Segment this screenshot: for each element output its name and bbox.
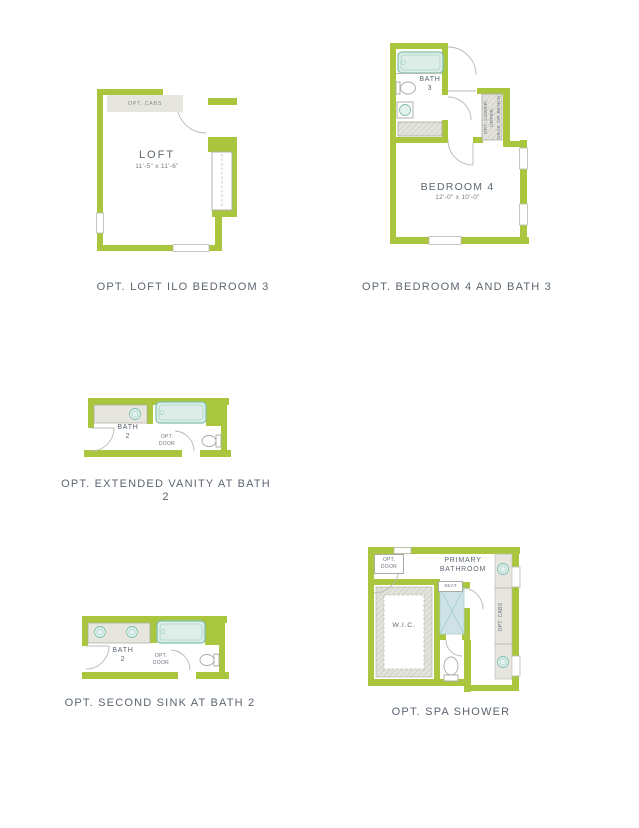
toilet: [200, 654, 219, 666]
spa-shower-stall: [440, 588, 464, 634]
room-dims-bedroom4: 12'-0" x 10'-0": [435, 194, 480, 201]
floorplan-loft: [95, 83, 245, 258]
opt-door-label: [374, 554, 404, 574]
opt-cabs-label: OPT. CABS: [107, 95, 183, 112]
caption-opt-spa-shower: OPT. SPA SHOWER: [391, 706, 511, 718]
primary-line1: PRIMARY: [444, 557, 482, 564]
bath3-line2: 3: [427, 84, 433, 92]
room-label-wic: W.I.C.: [392, 622, 416, 629]
closet: [212, 152, 232, 210]
bath3-line1: BATH: [419, 76, 441, 83]
linen-closet: [398, 122, 442, 136]
opt-cabs-label: OPT. CABS: [498, 602, 504, 632]
bathtub: [396, 52, 443, 74]
opt-door-line2: DOOR: [158, 440, 176, 447]
floorplan-second-sink-bath2: [78, 610, 238, 688]
bathtub: [157, 621, 205, 643]
desk-niche-note: [484, 95, 500, 139]
opt-door-label: [148, 653, 174, 667]
vanity: [88, 623, 150, 643]
opt-door-label: [154, 434, 180, 448]
caption-opt-second-sink: OPT. SECOND SINK AT BATH 2: [64, 697, 256, 709]
desk-note-line3: DESK OR BENCH: [496, 95, 502, 139]
vanity: [94, 405, 147, 423]
floorplan-spa-shower: [363, 538, 530, 695]
toilet: [202, 435, 221, 447]
seat-label: SEAT: [438, 581, 463, 592]
floorplan-extended-vanity-bath2: [82, 393, 232, 465]
room-label-loft: LOFT: [138, 149, 176, 161]
walk-in-closet-shelving: [376, 587, 432, 677]
toilet: [396, 82, 416, 94]
caption-opt-bedroom4-bath3: OPT. BEDROOM 4 AND BATH 3: [362, 281, 552, 293]
room-label-bath2: [108, 647, 138, 665]
room-dims-loft: 11'-5" x 11'-6": [135, 163, 179, 170]
bathtub: [156, 402, 206, 423]
caption-opt-extended-vanity: OPT. EXTENDED VANITY AT BATH 2: [61, 478, 271, 504]
primary-line2: BATHROOM: [439, 565, 487, 573]
opt-door-line1: OPT.: [154, 653, 168, 659]
room-label-bath2: [114, 424, 142, 442]
room-label-bath3: [415, 76, 445, 94]
floorplan-bedroom4-bath3: [385, 42, 535, 258]
bath2-line1: BATH: [117, 424, 139, 431]
sink: [397, 102, 413, 118]
room-label-bedroom4: BEDROOM 4: [420, 181, 495, 193]
door-swing-arc: [448, 47, 476, 165]
desk-note-line2: UPPER,: [490, 107, 496, 127]
bath2-line2: 2: [125, 432, 131, 440]
room-label-primary-bathroom: [423, 557, 503, 575]
bath2-line2: 2: [120, 655, 126, 663]
door-swing-arc: [86, 646, 190, 670]
desk-note-line1: OPT. LOWER,: [484, 99, 489, 135]
caption-opt-loft: OPT. LOFT ILO BEDROOM 3: [96, 281, 270, 293]
opt-door-line1: OPT.: [382, 557, 396, 564]
opt-door-line2: DOOR: [152, 659, 170, 666]
opt-door-line2: DOOR: [380, 564, 398, 570]
bath2-line1: BATH: [112, 647, 134, 654]
toilet: [444, 657, 458, 681]
opt-door-line1: OPT.: [160, 434, 174, 440]
